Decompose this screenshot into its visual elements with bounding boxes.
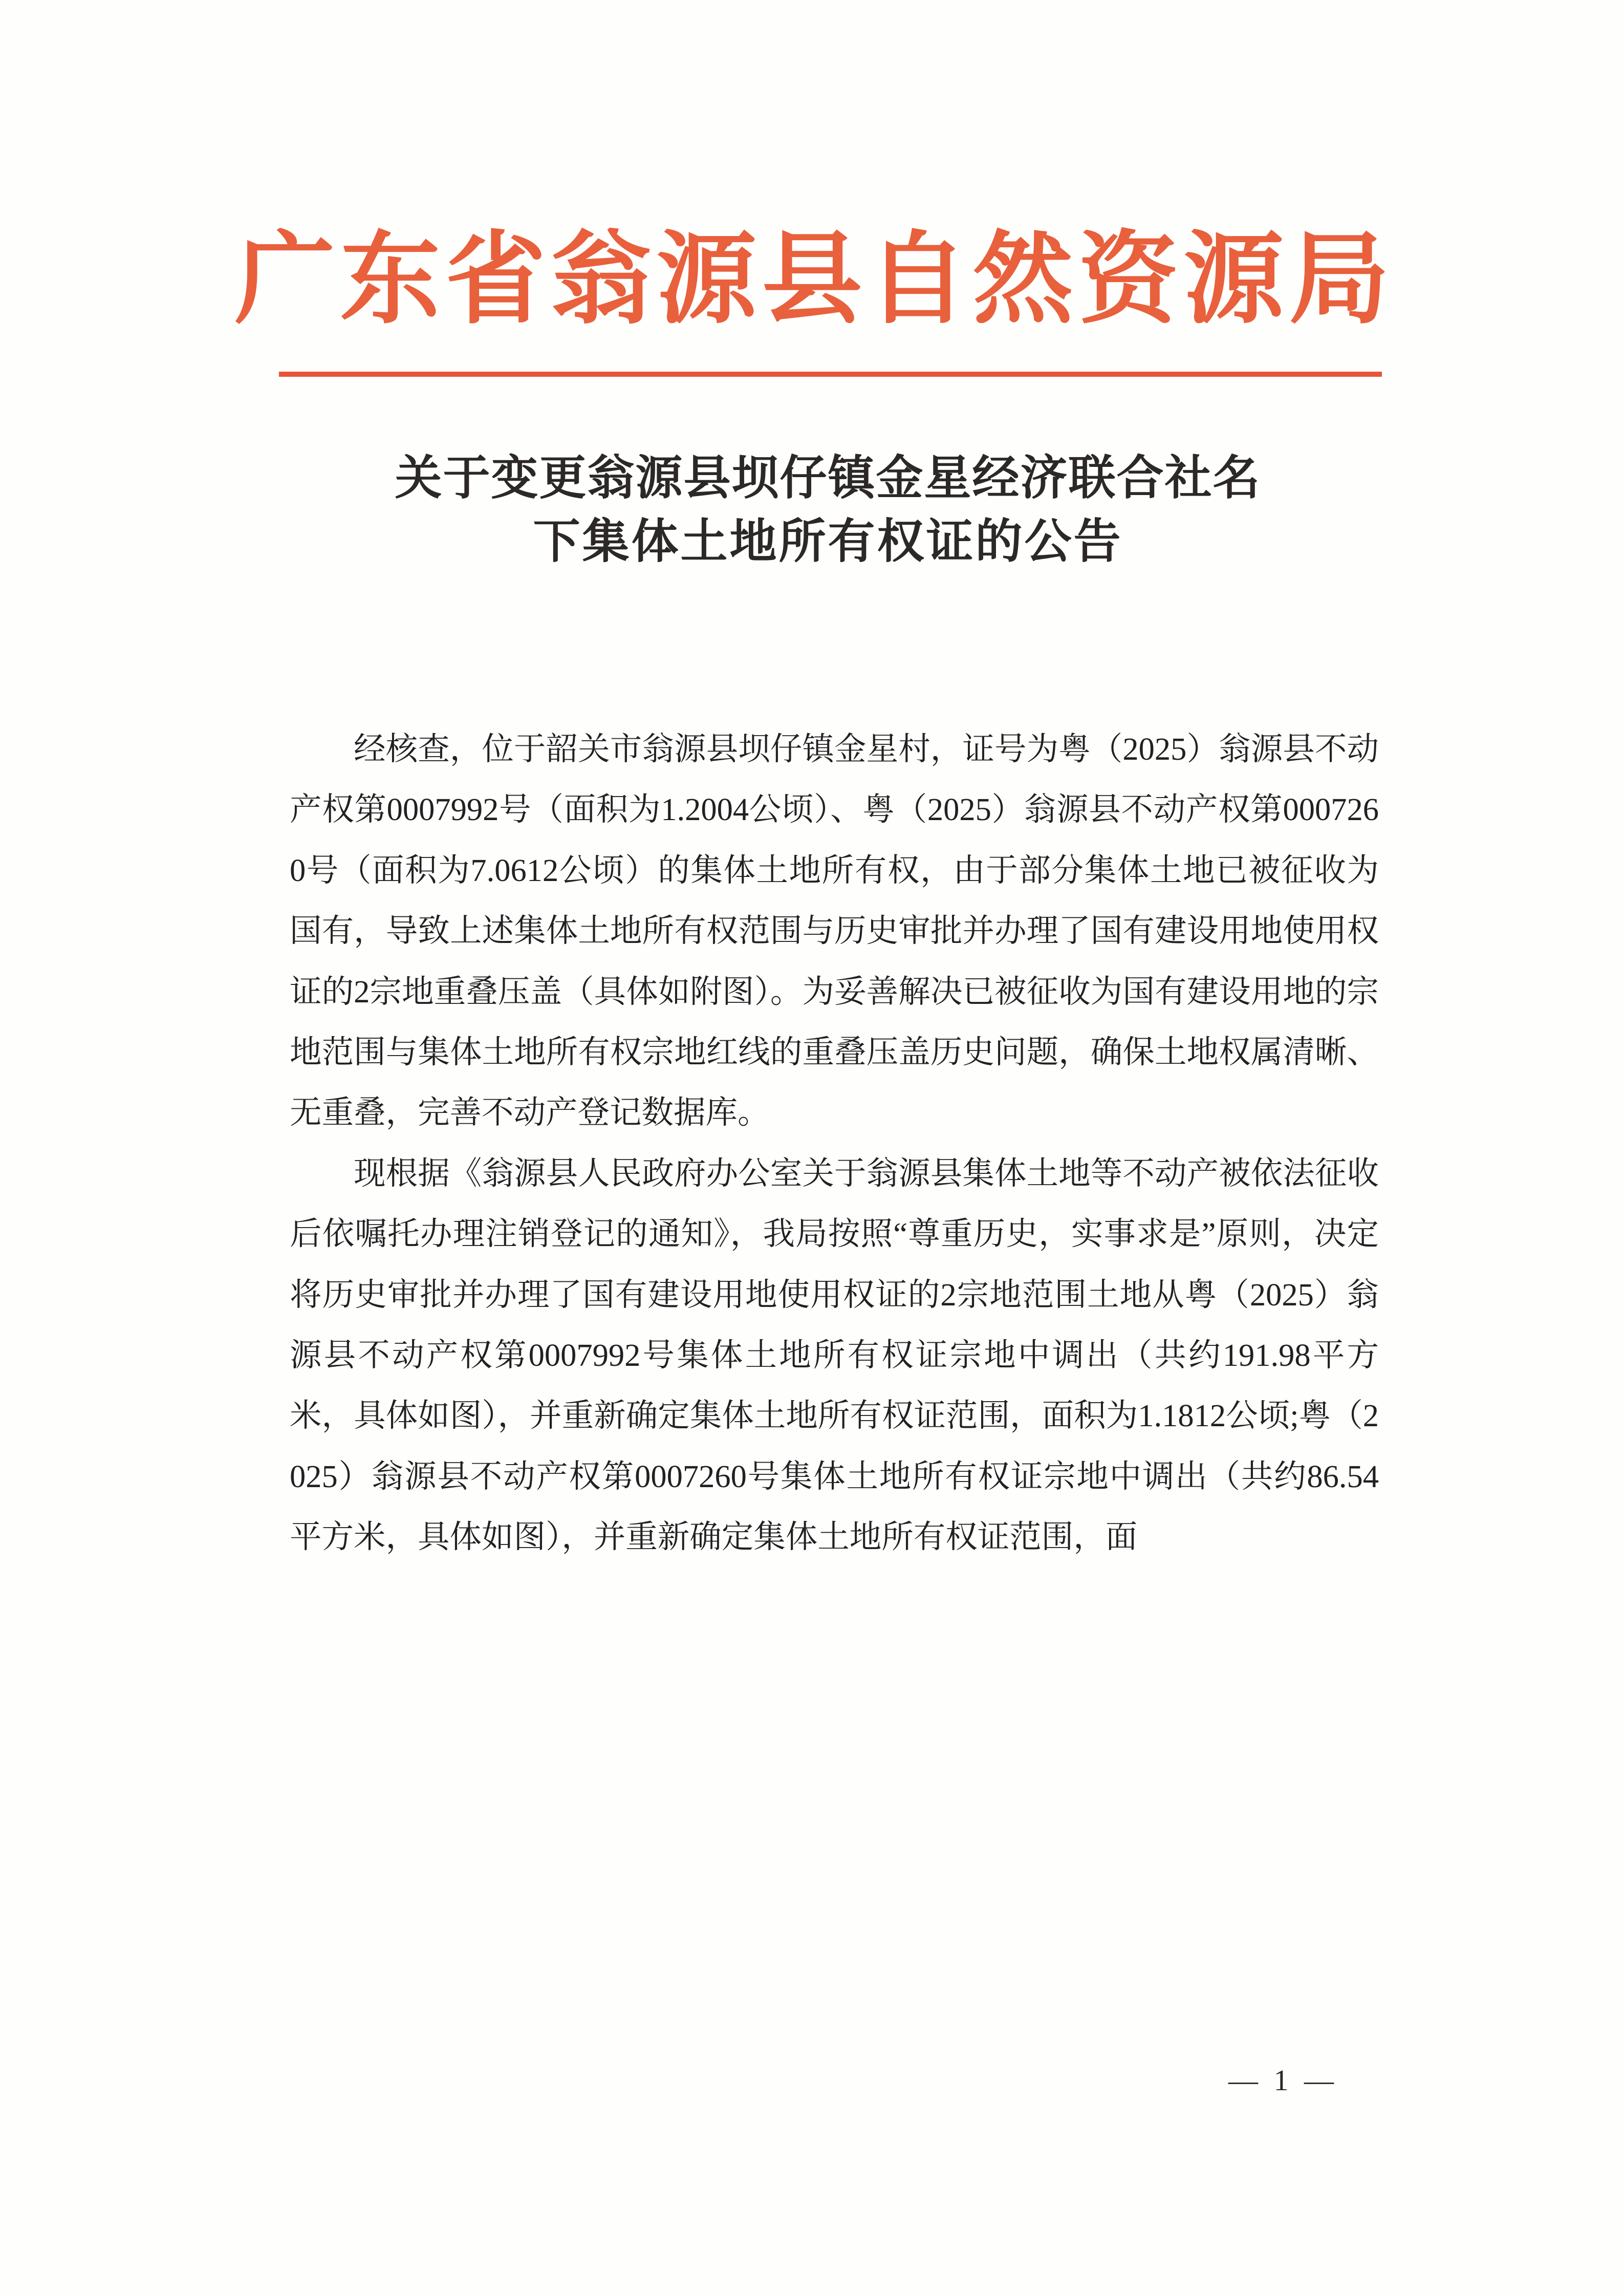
letterhead-red-rule: [279, 372, 1382, 377]
body-paragraph-2: 现根据《翁源县人民政府办公室关于翁源县集体土地等不动产被依法征收后依嘱托办理注销登记的通知》，我局按照“尊重历史，实事求是”原则，决定将历史审批并办理了国有建设用地使用权证的2宗地范围土地从粤（2025）翁源县不动产权第0007992号集体土地所有权证宗地中调出（共约191.98平方米，具体如图），并重新确定集体土地所有权证范围，面积为1.1812公顷;粤（2025）翁源县不动产权第0007260号集体土地所有权证宗地中调出（共约86.54平方米，具体如图），并重新确定集体土地所有权证范围，面: [290, 1155, 1379, 1555]
document-body: [290, 719, 1379, 1568]
page-number-footer: — 1 —: [1228, 2064, 1338, 2097]
document-title: [279, 446, 1377, 573]
issuing-organization-title: 广东省翁源县自然资源局: [234, 223, 1395, 335]
document-title-line-1: 关于变更翁源县坝仔镇金星经济联合社名: [395, 452, 1261, 504]
letterhead: [0, 220, 1624, 338]
document-title-line-2: 下集体土地所有权证的公告: [533, 516, 1123, 568]
body-paragraph-1: 经核查，位于韶关市翁源县坝仔镇金星村，证号为粤（2025）翁源县不动产权第0007992号（面积为1.2004公顷）、粤（2025）翁源县不动产权第0007260号（面积为7.0612公顷）的集体土地所有权，由于部分集体土地已被征收为国有，导致上述集体土地所有权范围与历史审批并办理了国有建设用地使用权证的2宗地重叠压盖（具体如附图）。为妥善解决已被征收为国有建设用地的宗地范围与集体土地所有权宗地红线的重叠压盖历史问题，确保土地权属清晰、无重叠，完善不动产登记数据库。: [290, 731, 1379, 1131]
